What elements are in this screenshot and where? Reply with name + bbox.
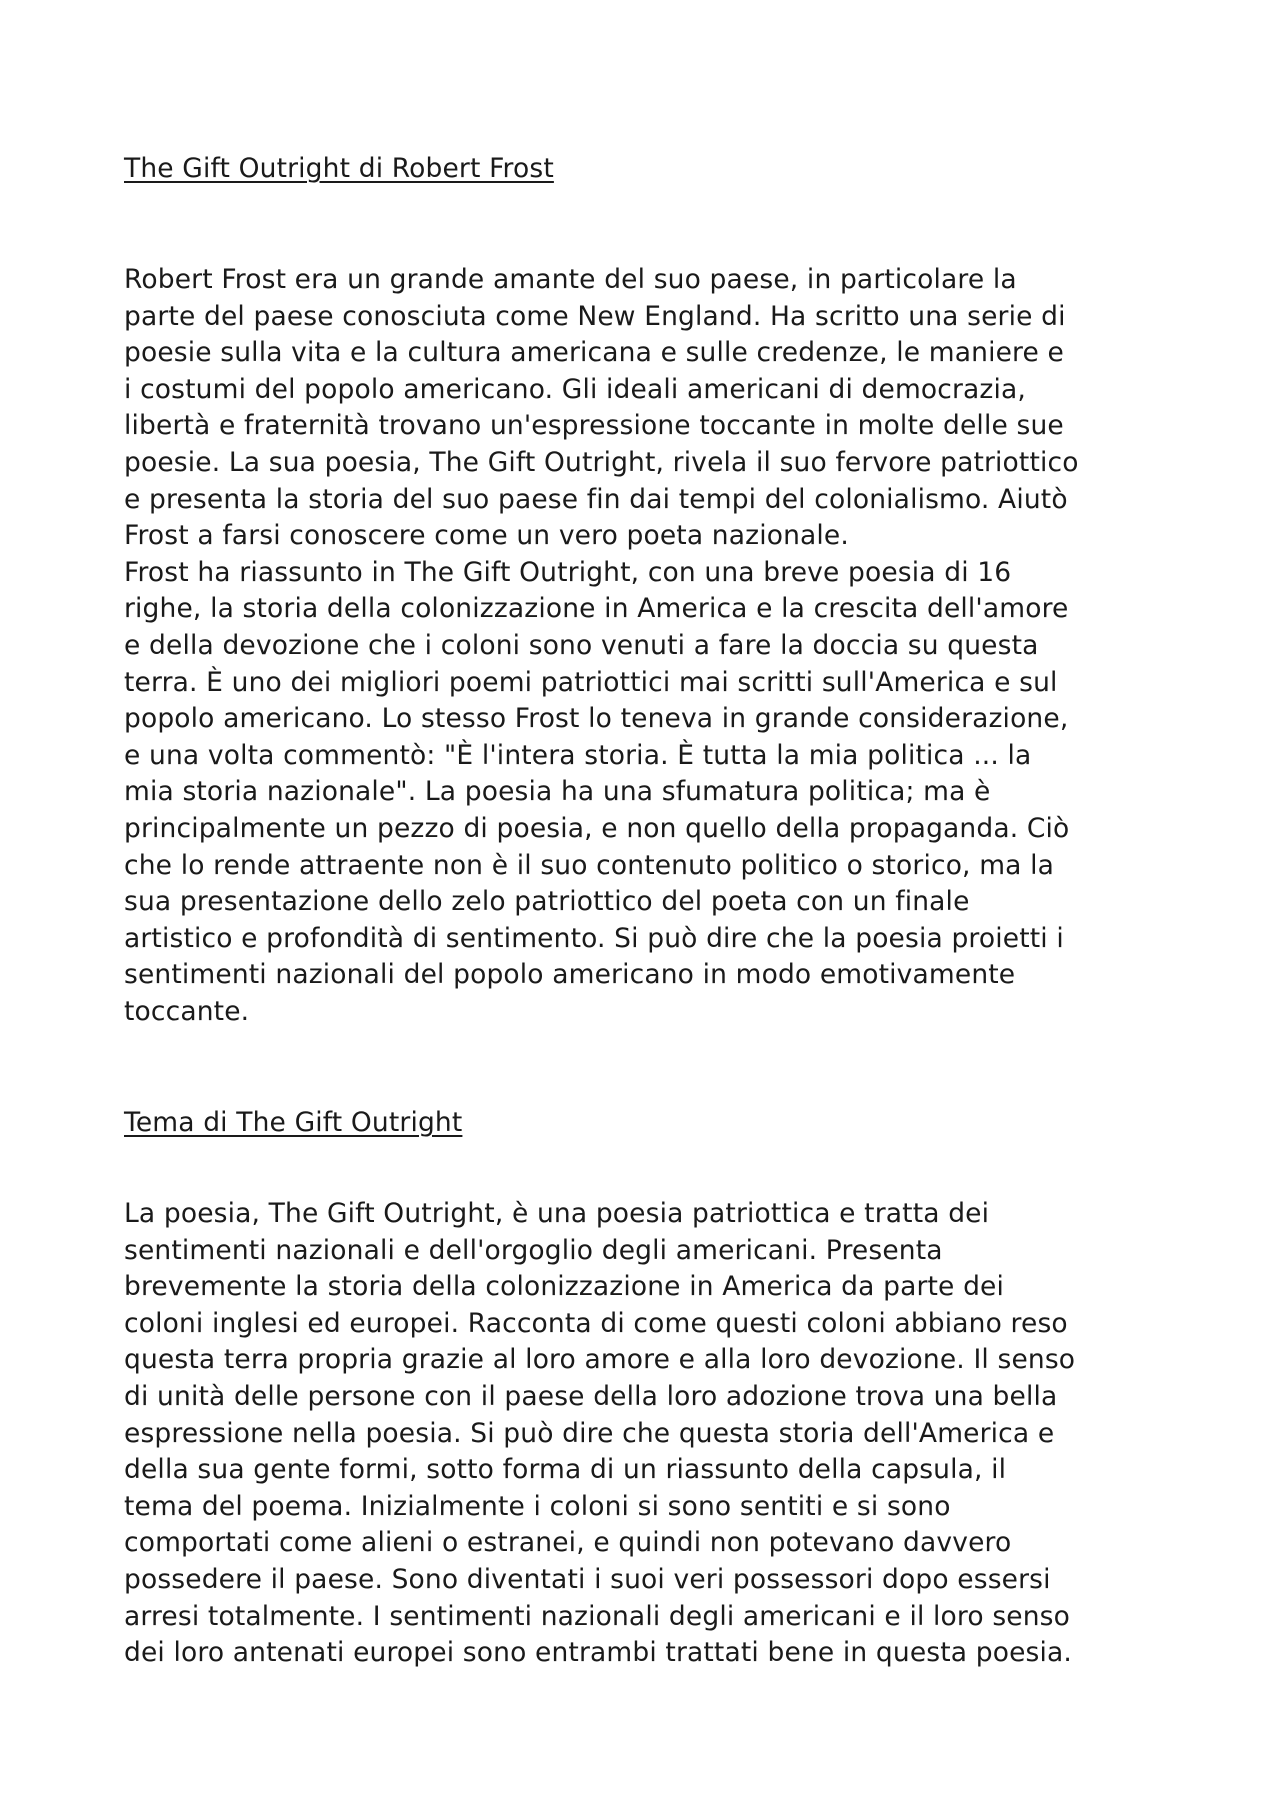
- section-paragraph: [124, 1196, 1194, 1672]
- text-line: poesie sulla vita e la cultura americana e sulle credenze, le maniere e: [124, 337, 1064, 369]
- text-line: Robert Frost era un grande amante del suo paese, in particolare la: [124, 264, 1017, 295]
- text-line: della sua gente formi, sotto forma di un riassunto della capsula, il: [124, 1454, 1007, 1486]
- text-line: Frost a farsi conoscere come un vero poeta nazionale.: [124, 520, 849, 552]
- text-line: tema del poema. Inizialmente i coloni si sono sentiti e si sono: [124, 1490, 951, 1522]
- text-line: terra. È uno dei migliori poemi patriottici mai scritti sull'America e sul: [124, 666, 1058, 698]
- text-line: toccante.: [124, 995, 250, 1027]
- text-line: popolo americano. Lo stesso Frost lo teneva in grande considerazione,: [124, 703, 1069, 735]
- text-line: e una volta commentò: "È l'intera storia. È tutta la mia politica ... la: [124, 739, 1032, 771]
- text-line: di unità delle persone con il paese della loro adozione trova una bella: [124, 1380, 1058, 1412]
- section-heading: Tema di The Gift Outright: [124, 1107, 463, 1138]
- text-line: possedere il paese. Sono diventati i suoi veri possessori dopo essersi: [124, 1563, 1051, 1595]
- text-line: brevemente la storia della colonizzazione in America da parte dei: [124, 1271, 1005, 1303]
- text-line: sentimenti nazionali e dell'orgoglio degli americani. Presenta: [124, 1234, 943, 1266]
- text-line: i costumi del popolo americano. Gli ideali americani di democrazia,: [124, 373, 1026, 405]
- text-line: arresi totalmente. I sentimenti nazionali degli americani e il loro senso: [124, 1600, 1070, 1632]
- text-line: coloni inglesi ed europei. Racconta di come questi coloni abbiano reso: [124, 1307, 1068, 1339]
- text-line: questa terra propria grazie al loro amore e alla loro devozione. Il senso: [124, 1344, 1076, 1376]
- text-line: La poesia, The Gift Outright, è una poesia patriottica e tratta dei: [124, 1198, 990, 1229]
- text-line: sua presentazione dello zelo patriottico del poeta con un finale: [124, 886, 970, 918]
- text-line: poesie. La sua poesia, The Gift Outright, rivela il suo fervore patriottico: [124, 446, 1079, 478]
- text-line: artistico e profondità di sentimento. Si può dire che la poesia proietti i: [124, 922, 1064, 954]
- text-line: Frost ha riassunto in The Gift Outright, con una breve poesia di 16: [124, 556, 1012, 588]
- section-heading: The Gift Outright di Robert Frost: [124, 153, 554, 184]
- text-line: righe, la storia della colonizzazione in America e la crescita dell'amore: [124, 593, 1069, 625]
- text-line: e della devozione che i coloni sono venuti a fare la doccia su questa: [124, 629, 1039, 661]
- text-line: comportati come alieni o estranei, e quindi non potevano davvero: [124, 1527, 1012, 1559]
- text-line: mia storia nazionale". La poesia ha una sfumatura politica; ma è: [124, 776, 991, 808]
- text-line: che lo rende attraente non è il suo contenuto politico o storico, ma la: [124, 849, 1055, 881]
- text-line: espressione nella poesia. Si può dire che questa storia dell'America e: [124, 1417, 1055, 1449]
- text-line: sentimenti nazionali del popolo americano in modo emotivamente: [124, 959, 1016, 991]
- text-line: principalmente un pezzo di poesia, e non quello della propaganda. Ciò: [124, 812, 1070, 844]
- text-line: dei loro antenati europei sono entrambi trattati bene in questa poesia.: [124, 1637, 1072, 1669]
- text-line: libertà e fraternità trovano un'espressione toccante in molte delle sue: [124, 410, 1064, 442]
- text-line: parte del paese conosciuta come New England. Ha scritto una serie di: [124, 300, 1066, 332]
- text-line: e presenta la storia del suo paese fin dai tempi del colonialismo. Aiutò: [124, 483, 1068, 515]
- section-paragraph: [124, 262, 1194, 1030]
